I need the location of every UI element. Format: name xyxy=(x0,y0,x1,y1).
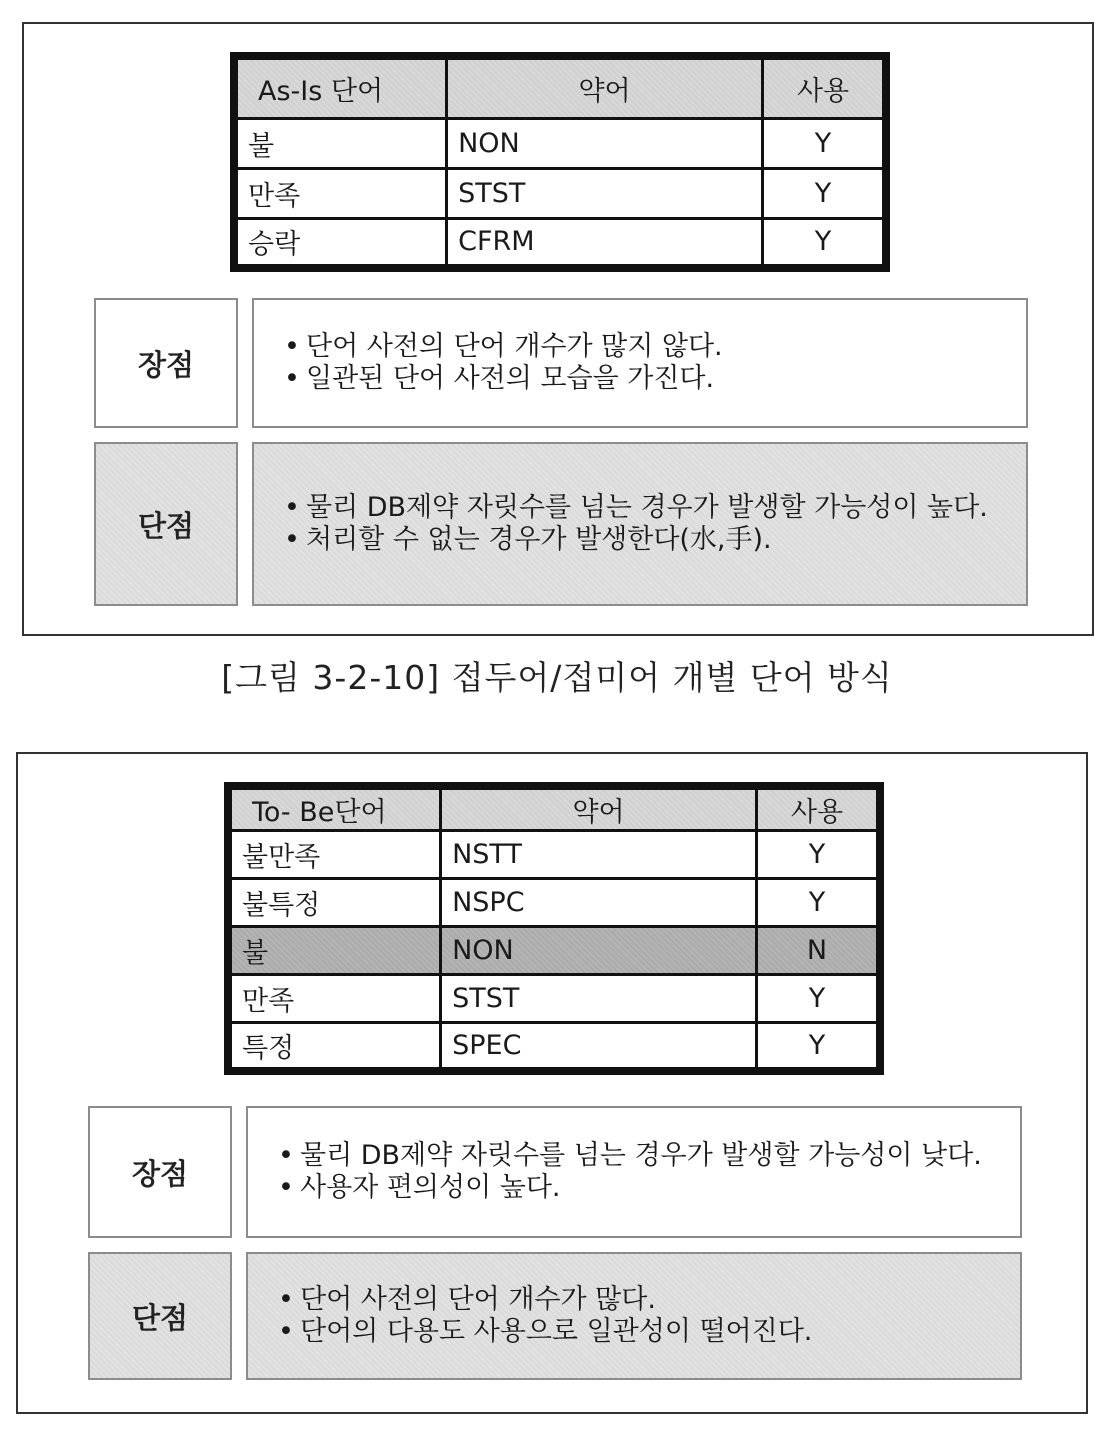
figure-caption: [그림 3-2-10] 접두어/접미어 개별 단어 방식 xyxy=(221,658,893,697)
header-use: 사용 xyxy=(762,56,886,118)
cell-abbr: NSTT xyxy=(441,831,757,879)
pros-label: 장점 xyxy=(88,1106,232,1238)
table-row xyxy=(228,1023,880,1071)
header-abbr: 약어 xyxy=(441,786,757,831)
figure-2-panel xyxy=(16,752,1088,1414)
cell-use: Y xyxy=(756,879,880,927)
pros-description xyxy=(246,1106,1022,1238)
cell-word: 특정 xyxy=(228,1023,441,1071)
cell-word: 불 xyxy=(228,927,441,975)
cell-word: 불만족 xyxy=(228,831,441,879)
cell-abbr: STST xyxy=(441,975,757,1023)
table-header-row xyxy=(234,56,886,118)
table-row xyxy=(234,118,886,168)
cons-list xyxy=(284,492,996,556)
list-item: • 단어 사전의 단어 개수가 많다. xyxy=(278,1284,990,1316)
cell-abbr: NON xyxy=(441,927,757,975)
list-item: • 처리할 수 없는 경우가 발생한다(水,手). xyxy=(284,524,996,556)
cell-word: 불 xyxy=(234,118,447,168)
list-item: • 물리 DB제약 자릿수를 넘는 경우가 발생할 가능성이 높다. xyxy=(284,492,996,524)
list-item: • 단어의 다용도 사용으로 일관성이 떨어진다. xyxy=(278,1316,990,1348)
cell-abbr: CFRM xyxy=(447,218,763,268)
table-row xyxy=(228,831,880,879)
pros-list xyxy=(278,1140,990,1204)
cell-word: 만족 xyxy=(234,168,447,218)
cell-word: 불특정 xyxy=(228,879,441,927)
table-row xyxy=(228,879,880,927)
cons-description xyxy=(252,442,1028,606)
cell-use: Y xyxy=(762,218,886,268)
cell-abbr: NON xyxy=(447,118,763,168)
table-header-row xyxy=(228,786,880,831)
header-word: As-Is 단어 xyxy=(234,56,447,118)
cons-description xyxy=(246,1252,1022,1380)
pros-description xyxy=(252,298,1028,428)
cons-label: 단점 xyxy=(94,442,238,606)
cons-label: 단점 xyxy=(88,1252,232,1380)
list-item: • 물리 DB제약 자릿수를 넘는 경우가 발생할 가능성이 낮다. xyxy=(278,1140,990,1172)
to-be-word-table xyxy=(224,782,884,1075)
cell-word: 승락 xyxy=(234,218,447,268)
cell-word: 만족 xyxy=(228,975,441,1023)
cell-use: Y xyxy=(756,831,880,879)
figure-1-panel xyxy=(22,22,1094,636)
list-item: • 단어 사전의 단어 개수가 많지 않다. xyxy=(284,331,996,363)
as-is-word-table xyxy=(230,52,890,272)
table-row xyxy=(228,975,880,1023)
list-item: • 사용자 편의성이 높다. xyxy=(278,1172,990,1204)
cell-use: Y xyxy=(756,975,880,1023)
cons-list xyxy=(278,1284,990,1348)
table-row-highlighted xyxy=(228,927,880,975)
header-abbr: 약어 xyxy=(447,56,763,118)
cell-use: Y xyxy=(756,1023,880,1071)
pros-list xyxy=(284,331,996,395)
cell-use: Y xyxy=(762,168,886,218)
header-word: To- Be단어 xyxy=(228,786,441,831)
header-use: 사용 xyxy=(756,786,880,831)
pros-label: 장점 xyxy=(94,298,238,428)
table-row xyxy=(234,168,886,218)
list-item: • 일관된 단어 사전의 모습을 가진다. xyxy=(284,363,996,395)
cell-abbr: NSPC xyxy=(441,879,757,927)
cell-abbr: SPEC xyxy=(441,1023,757,1071)
cell-use: N xyxy=(756,927,880,975)
table-row xyxy=(234,218,886,268)
cell-abbr: STST xyxy=(447,168,763,218)
cell-use: Y xyxy=(762,118,886,168)
